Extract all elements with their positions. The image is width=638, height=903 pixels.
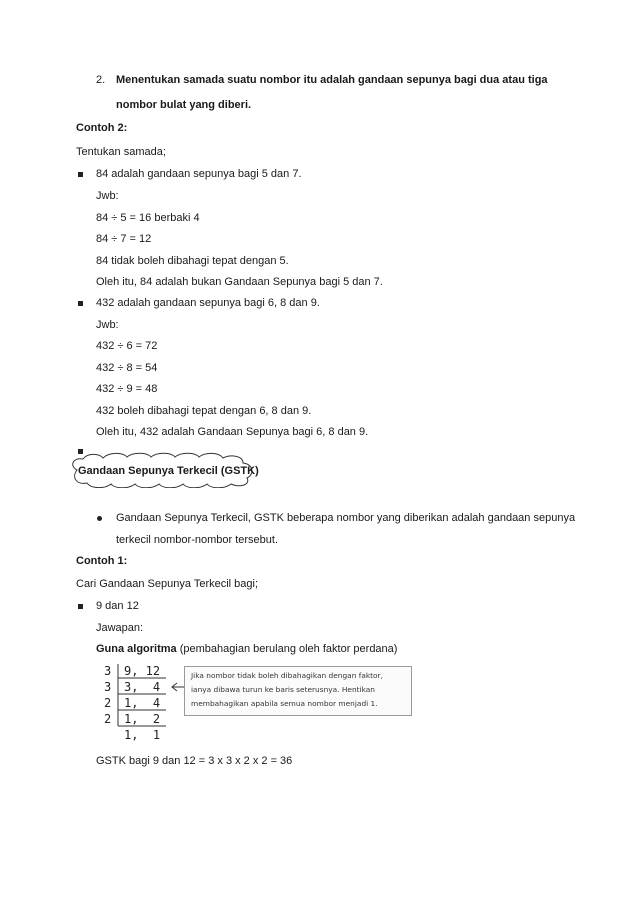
note-line: Jika nombor tidak boleh dibahagikan dengan faktor, (191, 671, 383, 680)
item1-line: Jwb: (96, 190, 119, 202)
contoh1-item: 9 dan 12 (96, 600, 139, 612)
ladder-divisor: 3 (104, 680, 112, 694)
item2-line: 432 ÷ 8 = 54 (96, 362, 158, 374)
ladder-divisor: 2 (104, 712, 112, 726)
gstk-definition-line2: terkecil nombor-nombor tersebut. (116, 534, 279, 546)
item2-line: 432 ÷ 6 = 72 (96, 340, 158, 352)
round-bullet-icon (97, 516, 102, 521)
ladder-row: 1, 4 (124, 696, 161, 710)
item1-line: 84 ÷ 5 = 16 berbaki 4 (96, 212, 200, 224)
gstk-answer: GSTK bagi 9 dan 12 = 3 x 3 x 2 x 2 = 36 (96, 755, 293, 767)
note-line: membahagikan apabila semua nombor menjadi 1. (191, 699, 378, 708)
gstk-title: Gandaan Sepunya Terkecil (GSTK) (78, 465, 259, 477)
square-bullet-icon (78, 301, 83, 306)
method-bold: Guna algoritma (96, 643, 177, 655)
contoh1-heading: Contoh 1: (76, 555, 128, 567)
ladder-divisor: 2 (104, 696, 112, 710)
contoh1-instruction: Cari Gandaan Sepunya Terkecil bagi; (76, 578, 259, 590)
note-box (184, 666, 412, 716)
method-rest: (pembahagian berulang oleh faktor perdana) (176, 643, 398, 655)
point-text-line2: nombor bulat yang diberi. (116, 99, 252, 111)
contoh2-heading: Contoh 2: (76, 122, 128, 134)
item2-line: 432 boleh dibahagi tepat dengan 6, 8 dan 9. (96, 405, 312, 417)
item1-line: 84 tidak boleh dibahagi tepat dengan 5. (96, 255, 289, 267)
square-bullet-icon (78, 604, 83, 609)
ladder-divisor: 3 (104, 664, 112, 678)
contoh1-jawapan: Jawapan: (96, 622, 144, 634)
ladder-row: 1, 1 (124, 728, 161, 742)
item2-line: Oleh itu, 432 adalah Gandaan Sepunya bagi 6, 8 dan 9. (96, 426, 369, 438)
division-ladder (100, 662, 196, 746)
item1-line: 84 ÷ 7 = 12 (96, 233, 152, 245)
item1-statement: 84 adalah gandaan sepunya bagi 5 dan 7. (96, 168, 302, 180)
ladder-row: 1, 2 (124, 712, 161, 726)
ladder-row: 3, 4 (124, 680, 161, 694)
point-number: 2. (96, 74, 106, 86)
point-text-line1: Menentukan samada suatu nombor itu adalah gandaan sepunya bagi dua atau tiga (116, 74, 548, 86)
item2-line: Jwb: (96, 319, 119, 331)
contoh1-method (96, 643, 397, 655)
item1-line: Oleh itu, 84 adalah bukan Gandaan Sepunya bagi 5 dan 7. (96, 276, 383, 288)
item2-statement: 432 adalah gandaan sepunya bagi 6, 8 dan 9. (96, 297, 320, 309)
square-bullet-icon (78, 172, 83, 177)
contoh2-instruction: Tentukan samada; (76, 146, 166, 158)
ladder-row: 9, 12 (124, 664, 161, 678)
note-line: ianya dibawa turun ke baris seterusnya. Hentikan (191, 685, 375, 694)
item2-line: 432 ÷ 9 = 48 (96, 383, 158, 395)
gstk-definition-line1: Gandaan Sepunya Terkecil, GSTK beberapa nombor yang diberikan adalah gandaan sepunya (116, 512, 576, 524)
